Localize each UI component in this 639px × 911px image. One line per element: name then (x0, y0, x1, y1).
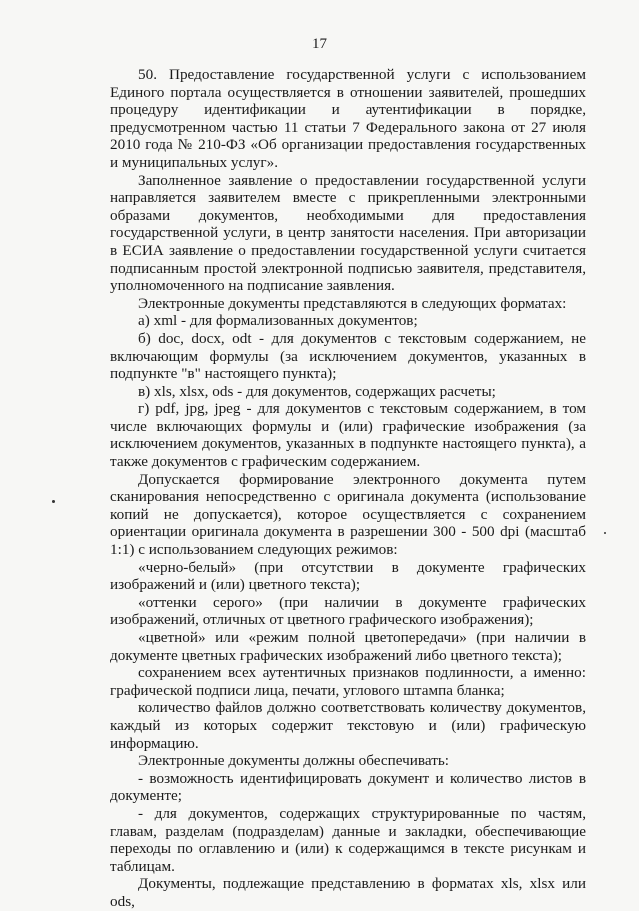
paragraph-authenticity: сохранением всех аутентичных признаков подлинности, а именно: графической подписи лица, печати, углового штампа бланка; (110, 664, 586, 699)
paragraph-scanning: Допускается формирование электронного документа путем сканирования непосредственно с оригинала документа (использование копий не допускается), которое осуществляется с сохранением ориентации оригинала документа в разрешении 300 - 500 dpi (масштаб 1:1) с использованием следующих режимов: (110, 470, 586, 559)
paragraph-formats-intro: Электронные документы представляются в следующих форматах: (138, 294, 567, 312)
list-item-g-pdf: г) pdf, jpg, jpeg - для документов с текстовым содержанием, в том числе включающих формулы и (или) графические изображения (за исключением документов, указанных в подпункте настоящего пункта), а также документов с графическим содержанием. (110, 400, 586, 471)
page-number: 17 (312, 36, 327, 52)
document-body (110, 66, 586, 911)
scan-speck (52, 500, 55, 503)
list-item-a-xml: а) xml - для формализованных документов; (138, 312, 418, 330)
requirement-structure: - для документов, содержащих структурированные по частям, главам, разделам (подразделам) данные и закладки, обеспечивающие переходы по оглавлению и (или) к содержащимся в тексте рисункам и таблицам. (110, 804, 586, 875)
paragraph-application-submission: Заполненное заявление о предоставлении государственной услуги направляется заявителем вместе с прикрепленными электронными образами документов, необходимыми для предоставления государственной услуги, в центр занятости населения. При авторизации в ЕСИА заявление о предоставлении государственной услуги считается подписанным простой электронной подписью заявителя, представителя, уполномоченного на подписание заявления. (110, 171, 586, 295)
scan-mode-black-white: «черно-белый» (при отсутствии в документе графических изображений и (или) цветного текста); (110, 558, 586, 594)
scan-speck (604, 532, 606, 534)
requirement-identification: - возможность идентифицировать документ и количество листов в документе; (110, 769, 586, 805)
scan-mode-color: «цветной» или «режим полной цветопередачи» (при наличии в документе цветных графических изображений либо цветного текста); (110, 629, 586, 664)
list-item-b-doc: б) doc, docx, odt - для документов с текстовым содержанием, не включающим формулы (за исключением документов, указанных в подпункте "в" настоящего пункта); (110, 329, 586, 383)
scan-mode-grayscale: «оттенки серого» (при наличии в документе графических изображений, отличных от цветного графического изображения); (110, 593, 586, 629)
paragraph-50-intro: 50. Предоставление государственной услуги с использованием Единого портала осуществляется в отношении заявителей, прошедших процедуру идентификации и аутентификации в порядке, предусмотренном частью 11 статьи 7 Федерального закона от 27 июля 2010 года № 210-ФЗ «Об организации предоставления государственных и муниципальных услуг». (110, 66, 586, 171)
paragraph-requirements-intro: Электронные документы должны обеспечивать: (138, 752, 449, 770)
paragraph-file-count: количество файлов должно соответствовать количеству документов, каждый из которых содержит текстовую и (или) графическую информацию. (110, 699, 586, 752)
paragraph-spreadsheet-formats: Документы, подлежащие представлению в форматах xls, xlsx или ods, (110, 875, 586, 910)
list-item-v-xls: в) xls, xlsx, ods - для документов, содержащих расчеты; (138, 382, 496, 400)
